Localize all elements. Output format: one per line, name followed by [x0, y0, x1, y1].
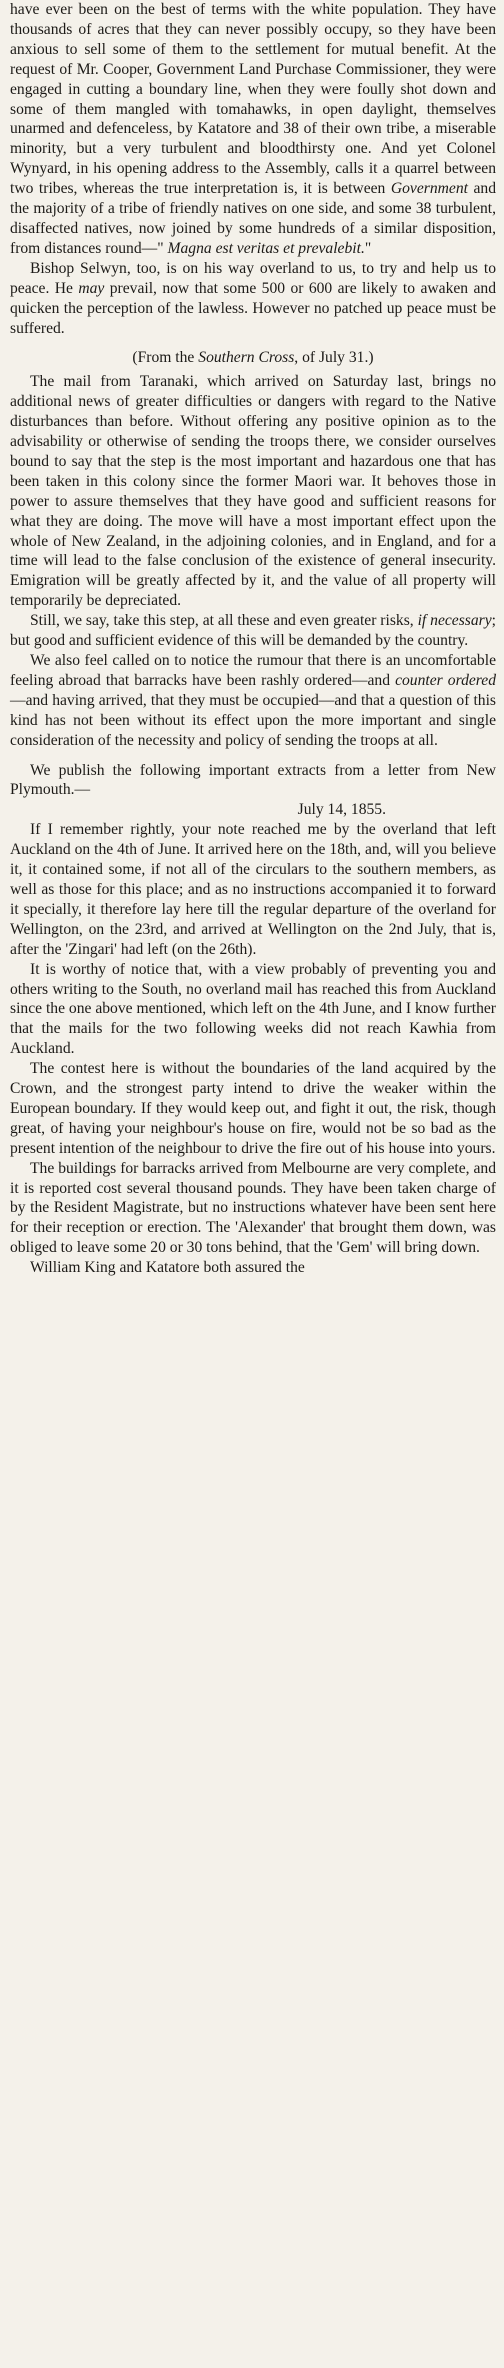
italic-text: counter ordered: [395, 671, 496, 689]
source-heading: [10, 348, 496, 368]
letter-date: July 14, 1855.: [297, 801, 386, 819]
text-run: Bishop Selwyn, too, is on his way overland to us, to try and help us to peace. He: [10, 259, 496, 297]
paragraph-9: It is worthy of notice that, with a view probably of preventing you and others writing to the South, no overland mail has reached this from Auckland since the one above mentioned, which left on the 4th June, and I know further that the mails for the two following weeks did not reach Kawhia from Auckland.: [10, 960, 496, 1058]
italic-text: Magna est veritas et prevalebit.: [167, 239, 365, 257]
paragraph-4: The mail from Taranaki, which arrived on Saturday last, brings no additional news of greater difficulties or dangers with regard to the Native disturbances than before. Without offering any positive opinion as to the advisability or otherwise of sending the troops there, we consider ourselves bound to say that the step is the most important and hazardous one that has been taken in this colony since the former Maori war. It behoves those in power to assure themselves that they have good and sufficient reasons for what they are doing. The move will have a most important effect upon the whole of New Zealand, in the adjoining colonies, and in England, and for a time will lead to the false conclusion of the existence of general insecurity. Emigration will be greatly affected by it, and the value of all property will temporarily be depreciated.: [10, 373, 496, 610]
italic-text: may: [78, 279, 105, 297]
text-run: prevail, now that some 500 or 600 are likely to awaken and quicken the perception of the lawless. However no patched up peace must be suffered.: [10, 279, 496, 337]
text-run: —and having arrived, that they must be occupied—and that a question of this kind has not been without its effect upon the more important and single consideration of the necessity and policy of sending the troops at all.: [10, 691, 496, 749]
paragraph-6: [10, 651, 496, 751]
text-run: ; but good and sufficient evidence of this will be demanded by the country.: [10, 612, 496, 650]
paragraph-12: William King and Katatore both assured the: [30, 1259, 305, 1277]
text-run: , of July 31.): [294, 349, 374, 367]
italic-text: Southern Cross: [198, 349, 295, 367]
text-run: and the majority of a tribe of friendly natives on one side, and some 38 turbulent, disaffected natives, now joined by some hundreds of a similar disposition, from distances round—": [10, 180, 496, 257]
paragraph-8: If I remember rightly, your note reached me by the overland that left Auckland on the 4th of June. It arrived here on the 18th, and, will you believe it, it contained some, if not all of the circulars to the southern members, as well as those for this place; and as no instructions accompanied it to forward it specially, it therefore lay here till the regular departure of the overland for Wellington, on the 23rd, and arrived at Wellington on the 2nd July, that is, after the 'Zingari' had left (on the 26th).: [10, 821, 496, 958]
paragraph-10: The contest here is without the boundaries of the land acquired by the Crown, and the strongest party intend to drive the weaker within the European boundary. If they would keep out, and fight it out, the risk, though great, of having your neighbour's house on fire, would not be so bad as the present intention of the neighbour to drive the fire out of his house into yours.: [10, 1060, 496, 1157]
paragraph-1: [10, 0, 496, 259]
paragraph-7: We publish the following important extracts from a letter from New Plymouth.—: [10, 761, 496, 799]
paragraph-5: [10, 611, 496, 651]
italic-text: if necessary: [417, 612, 492, 630]
paragraph-2: [10, 259, 496, 339]
text-run: ": [364, 239, 372, 257]
italic-text: Government: [390, 180, 468, 198]
text-run: (From the: [132, 349, 199, 367]
text-run: Still, we say, take this step, at all these and even greater risks,: [30, 612, 418, 630]
text-run: We also feel called on to notice the rumour that there is an uncomfortable feeling abroad that barracks have been rashly ordered—and: [10, 652, 496, 689]
paragraph-11: The buildings for barracks arrived from Melbourne are very complete, and it is reported cost several thousand pounds. They have been taken charge of by the Resident Magistrate, but no instructions whatever have been sent here for their reception or erection. The 'Alexander' that brought them down, was obliged to leave some 20 or 30 tons behind, that the 'Gem' will bring down.: [10, 1159, 496, 1257]
text-run: have ever been on the best of terms with the white population. They have thousands of acres that they can never possibly occupy, so they have been anxious to sell some of them to the settlement for mutual benefit. At the request of Mr. Cooper, Government Land Purchase Commissioner, they were engaged in cutting a boundary line, when they were foully shot down and some of them mangled with tomahawks, in open daylight, themselves unarmed and defenceless, by Katatore and 38 of their own tribe, a miserable minority, but a very turbulent and bloodthirsty one. And yet Colonel Wynyard, in his opening address to the Assembly, calls it a quarrel between two tribes, whereas the true interpretation is, it is between: [10, 1, 496, 198]
